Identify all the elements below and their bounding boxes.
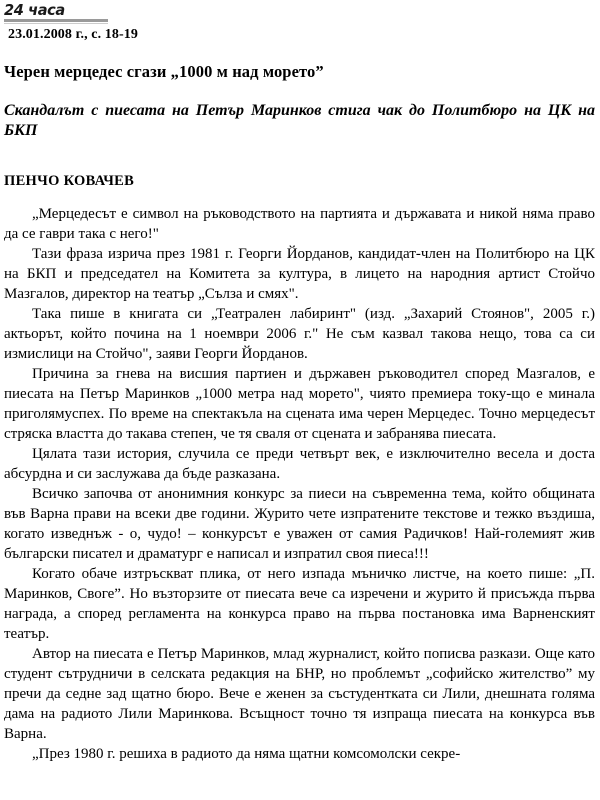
body-paragraph: Тази фраза изрича през 1981 г. Георги Йорданов, кандидат-член на Политбюро на ЦК на БКП и председател на Комитета за култура, в лицето на народния артист Стойчо Мазгалов, директор на театър „Сълза и смях".	[4, 246, 595, 302]
newspaper-logo	[4, 3, 108, 24]
author-byline: ПЕНЧО КОВАЧЕВ	[4, 173, 135, 189]
body-paragraph: „Мерцедесът е символ на ръководството на партията и държавата и никой няма право да се гаври така с него!"	[4, 206, 595, 242]
article-body	[4, 204, 595, 764]
body-paragraph: Когато обаче изтръскват плика, от него изпада мъничко листче, на което пише: „П. Маринков, Своге”. Но възторзите от пиесата вече са изречени и журито й присъжда първа награда, а според регламента на конкурса право на първа постановка има Варненският театър.	[4, 566, 595, 642]
dateline: 23.01.2008 г., с. 18-19	[8, 27, 138, 42]
body-paragraph: Цялата тази история, случила се преди четвърт век, е изключително весела и доста абсурдна и си заслужава да бъде разказана.	[4, 446, 595, 482]
newspaper-logo-text: 24 часа	[4, 1, 65, 19]
body-paragraph: Така пише в книгата си „Театрален лабиринт" (изд. „Захарий Стоянов", 2005 г.) актьорът, който почина на 1 ноември 2006 г." Не съм казвал такова нещо, това са си измислици на Стойчо", заяви Георги Йорданов.	[4, 306, 595, 362]
article-subheadline: Скандалът с пиесата на Петър Маринков стига чак до Политбюро на ЦК на БКП	[4, 102, 595, 139]
logo-underline-rule	[4, 19, 108, 22]
body-paragraph: Причина за гнева на висшия партиен и държавен ръководител според Мазгалов, е пиесата на Петър Маринков „1000 метра над морето", чиято премиера току-що е минала приголямуспех. По време на спектакъла на сцената има черен Мерцедес. Точно мерцедесът стряска властта до такава степен, че тя сваля от сцената и забранява пиесата.	[4, 366, 595, 442]
logo-underline-rule-secondary	[4, 23, 108, 24]
body-paragraph: Автор на пиесата е Петър Маринков, млад журналист, който пописва разкази. Още като студент сътрудничи в селската редакция на БНР, но проблемът „софийско жителство” му пречи да седне зад щатно бюро. Вече е женен за състудентката си Лили, днешната голяма дама на радиото Лили Маринкова. Всъщност точно тя изпраща пиесата на конкурса във Варна.	[4, 646, 595, 742]
body-paragraph: „През 1980 г. решиха в радиото да няма щатни комсомолски секре-	[32, 746, 461, 762]
page-title: Черен мерцедес сгази „1000 м над морето”	[4, 62, 324, 81]
masthead	[0, 0, 600, 43]
body-paragraph: Всичко започва от анонимния конкурс за пиеси на съвременна тема, който общината във Варна прави на всеки две години. Журито чете изпратените текстове и тежко въздиша, когато изведнъж - о, чудо! – конкурсът е уважен от самия Радичков! Най-големият жив български писател и драматург е написал и изпратил своя пиеса!!!	[4, 486, 595, 562]
